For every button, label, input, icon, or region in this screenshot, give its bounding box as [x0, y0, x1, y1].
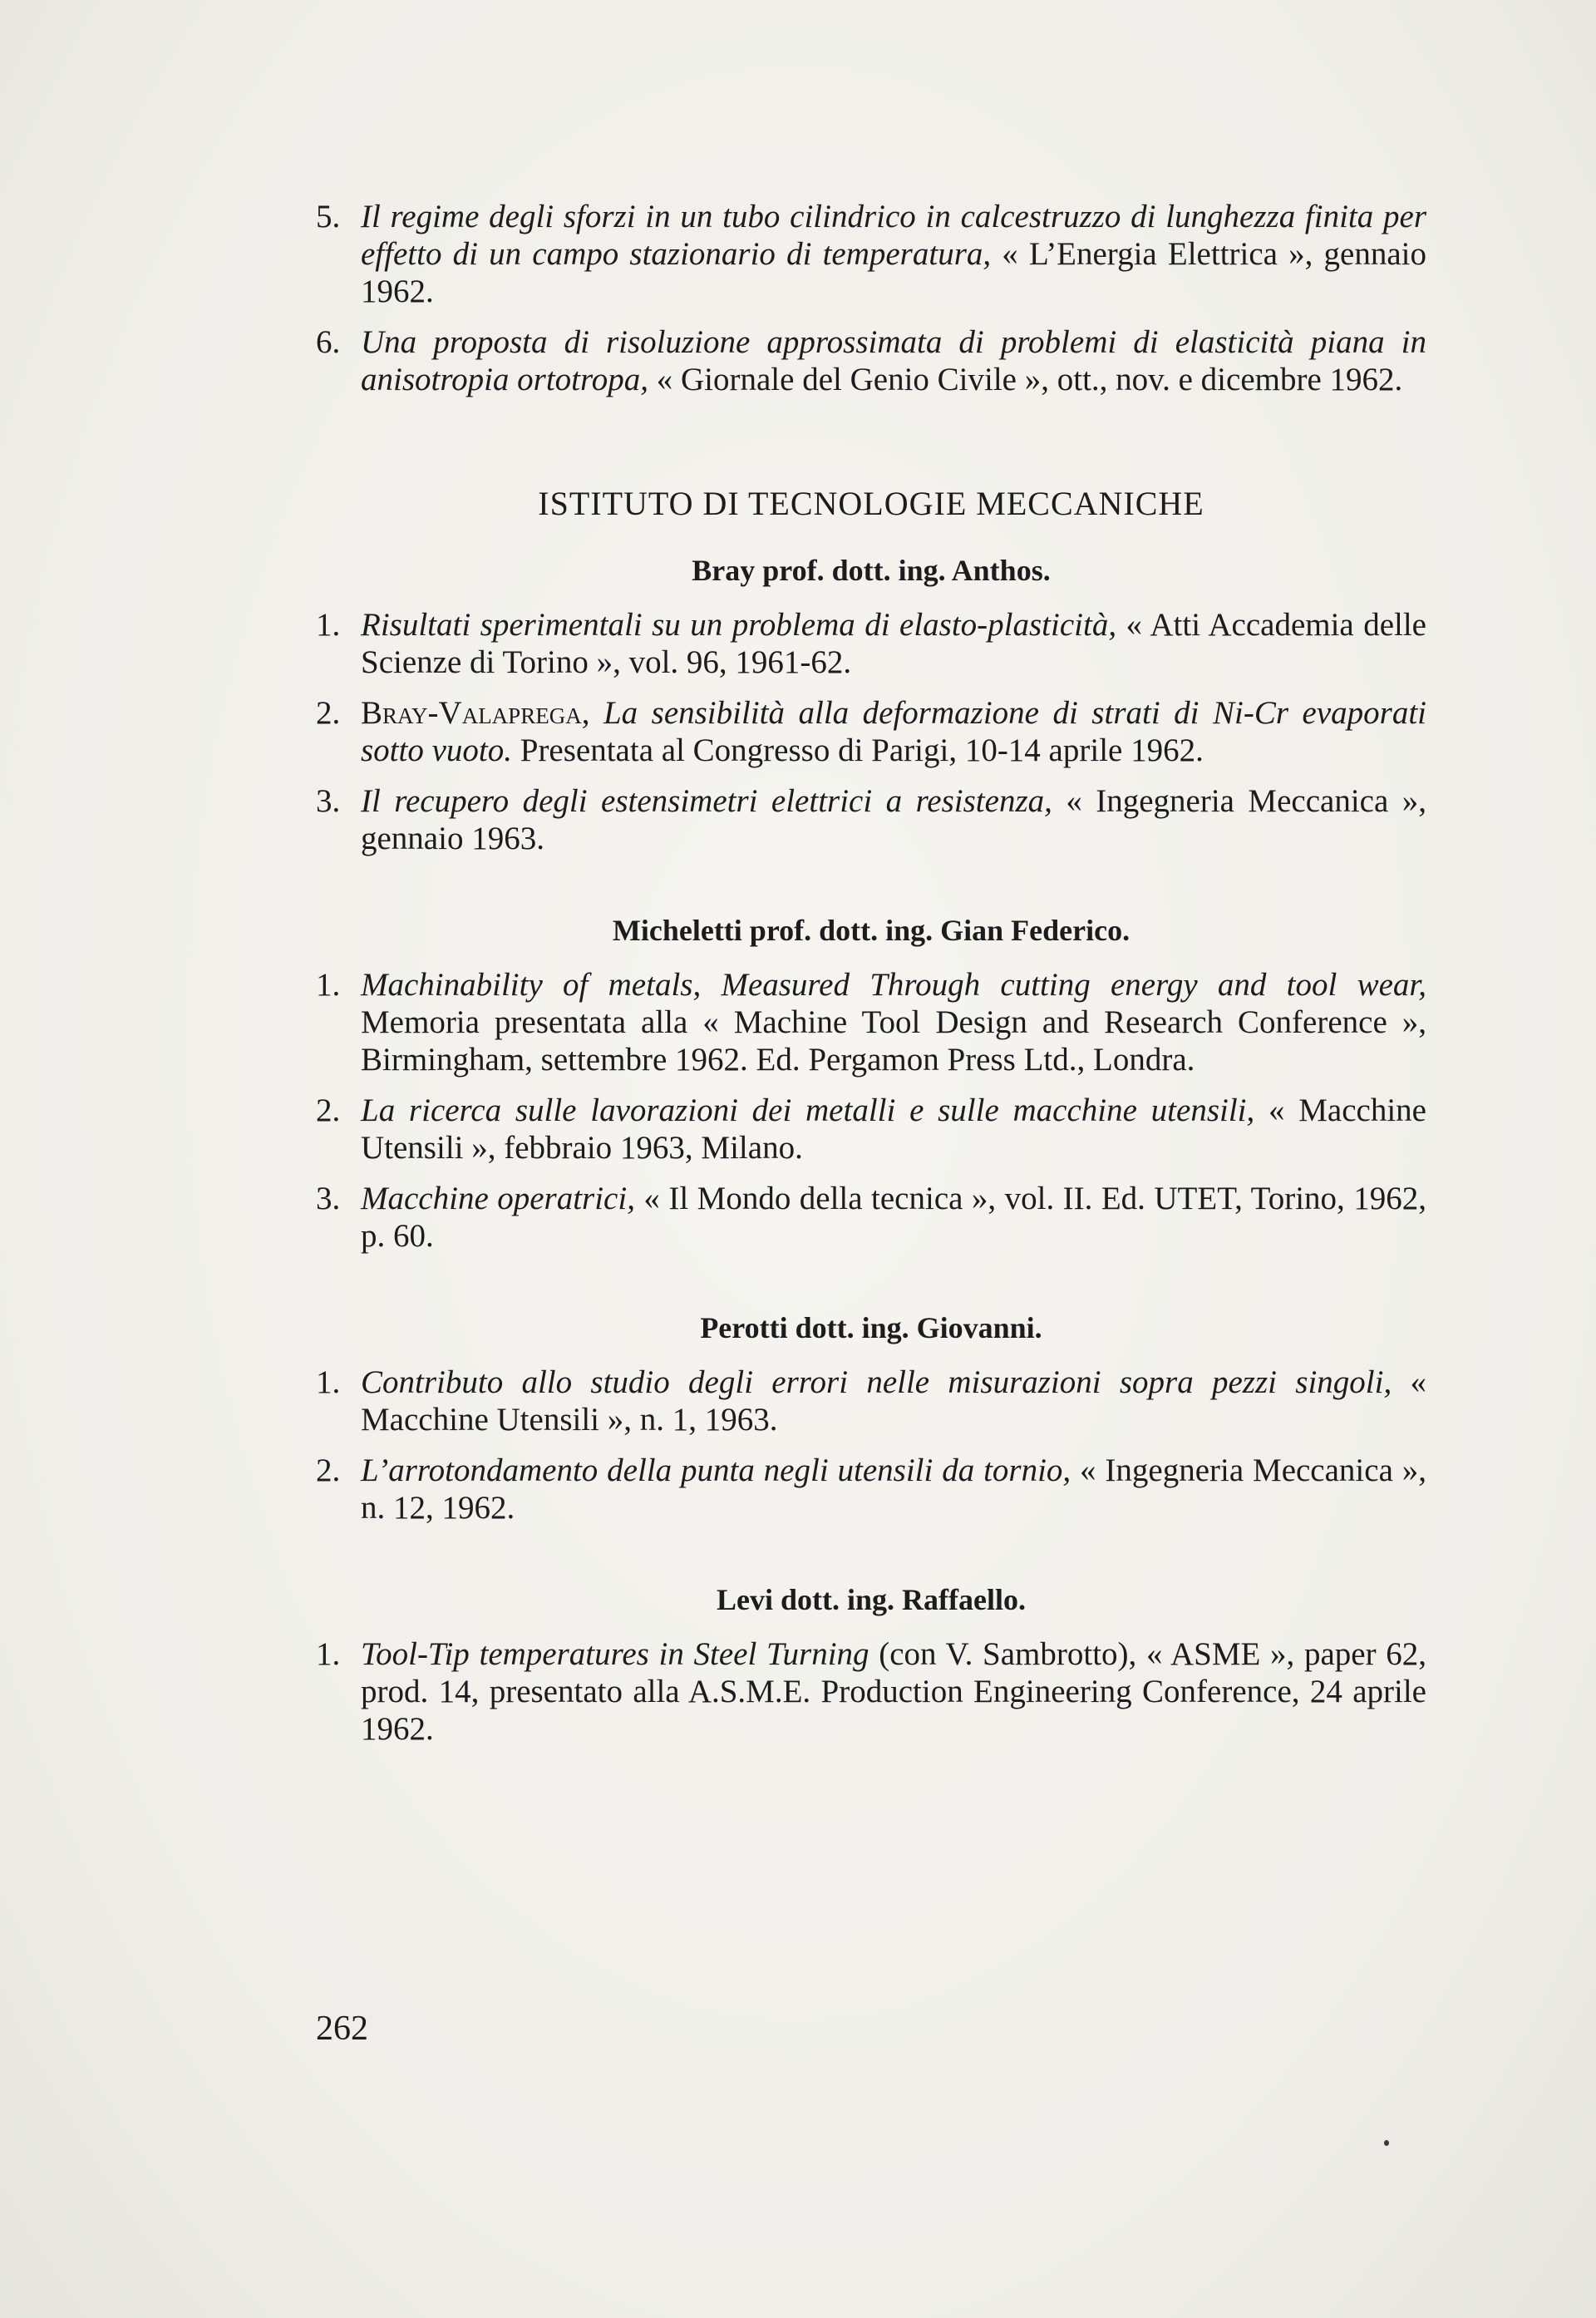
entry-details: « L’Energia Elettrica », gennaio 1962. [361, 236, 1426, 309]
entry-details: « Macchine Utensili », febbraio 1963, Milano. [361, 1092, 1426, 1166]
entry-title: La sensibilità alla deformazione di strati di Ni-Cr evaporati sotto vuoto. [361, 695, 1426, 768]
entry-number: 1. [316, 607, 341, 643]
entry-number: 1. [316, 967, 341, 1003]
entry-details: « Ingegneria Meccanica », gennaio 1963. [361, 783, 1426, 856]
entry-title: Risultati sperimentali su un problema di elasto-plasticità, [361, 607, 1117, 643]
bibliography-entry [316, 1364, 1426, 1438]
entry-text [361, 782, 1426, 857]
entry-text [361, 606, 1426, 681]
bibliography-entry [316, 694, 1426, 769]
bibliography-entry [316, 323, 1426, 398]
entry-details: « Il Mondo della tecnica », vol. II. Ed. UTET, Torino, 1962, p. 60. [361, 1181, 1427, 1254]
author-heading: Bray prof. dott. ing. Anthos. [692, 554, 1051, 587]
entry-title: Macchine operatrici, [361, 1181, 635, 1216]
bibliography-entry [316, 1452, 1426, 1526]
entry-details: « Macchine Utensili », n. 1, 1963. [361, 1364, 1426, 1438]
entry-title: Machinability of metals, Measured Through cutting energy and tool wear, [361, 967, 1426, 1003]
entry-title: L’arrotondamento della punta negli utensili da tornio, [361, 1452, 1071, 1488]
bibliography-entry [316, 198, 1426, 310]
paper-speck [1384, 2140, 1389, 2146]
entry-number: 3. [316, 1181, 341, 1216]
entry-text [361, 1364, 1426, 1438]
bibliography-entry [316, 606, 1426, 681]
entry-details: (con V. Sambrotto), « ASME », paper 62, prod. 14, presentato alla A.S.M.E. Production Engineering Conference, 24 aprile 1962. [361, 1636, 1426, 1747]
section-title: ISTITUTO DI TECNOLOGIE MECCANICHE [538, 485, 1204, 522]
entry-authors: Bray-Valaprega, [361, 695, 590, 731]
bibliography-entry [316, 782, 1426, 857]
entry-text [361, 1635, 1426, 1748]
entry-title: Contributo allo studio degli errori nelle misurazioni sopra pezzi singoli, [361, 1364, 1392, 1400]
entry-number: 2. [316, 1452, 341, 1488]
entry-text [361, 1180, 1426, 1255]
entry-text [361, 966, 1426, 1078]
entry-title: Il recupero degli estensimetri elettrici a resistenza, [361, 783, 1052, 819]
entry-title: La ricerca sulle lavorazioni dei metalli e sulle macchine utensili, [361, 1092, 1255, 1128]
bibliography-entry [316, 1180, 1426, 1255]
entry-details: « Ingegneria Meccanica », n. 12, 1962. [361, 1452, 1426, 1526]
entry-number: 2. [316, 695, 341, 731]
entry-number: 5. [316, 199, 341, 234]
entry-text [361, 198, 1426, 310]
entry-text [361, 1092, 1426, 1166]
author-heading: Perotti dott. ing. Giovanni. [700, 1311, 1042, 1344]
entry-title: Il regime degli sforzi in un tubo cilindrico in calcestruzzo di lunghezza finita per effetto di un campo stazionario di temperatura, [361, 199, 1426, 272]
people-list [316, 552, 1426, 1748]
entry-text [361, 694, 1426, 769]
author-heading: Micheletti prof. dott. ing. Gian Federico. [612, 914, 1130, 947]
entry-number: 1. [316, 1636, 341, 1672]
entry-text [361, 1452, 1426, 1526]
bibliography-entry [316, 1635, 1426, 1748]
entry-number: 3. [316, 783, 341, 819]
entry-details: Memoria presentata alla « Machine Tool Design and Research Conference », Birmingham, settembre 1962. Ed. Pergamon Press Ltd., Londra. [361, 1004, 1426, 1078]
page-content [316, 198, 1426, 1761]
entry-details: « Giornale del Genio Civile », ott., nov. e dicembre 1962. [648, 362, 1403, 397]
entry-number: 6. [316, 324, 341, 360]
author-heading: Levi dott. ing. Raffaello. [717, 1583, 1026, 1616]
bibliography-entry [316, 966, 1426, 1078]
page-number: 262 [316, 2010, 368, 2048]
entry-title: Una proposta di risoluzione approssimata di problemi di elasticità piana in anisotropia ortotropa, [361, 324, 1426, 397]
entry-number: 2. [316, 1092, 341, 1128]
entry-text [361, 323, 1426, 398]
entry-number: 1. [316, 1364, 341, 1400]
bibliography-entry [316, 1092, 1426, 1166]
entry-title: Tool-Tip temperatures in Steel Turning [361, 1636, 869, 1672]
intro-entries [316, 198, 1426, 398]
entry-details: Presentata al Congresso di Parigi, 10-14 aprile 1962. [512, 732, 1204, 768]
entry-details: « Atti Accademia delle Scienze di Torino », vol. 96, 1961-62. [361, 607, 1426, 680]
